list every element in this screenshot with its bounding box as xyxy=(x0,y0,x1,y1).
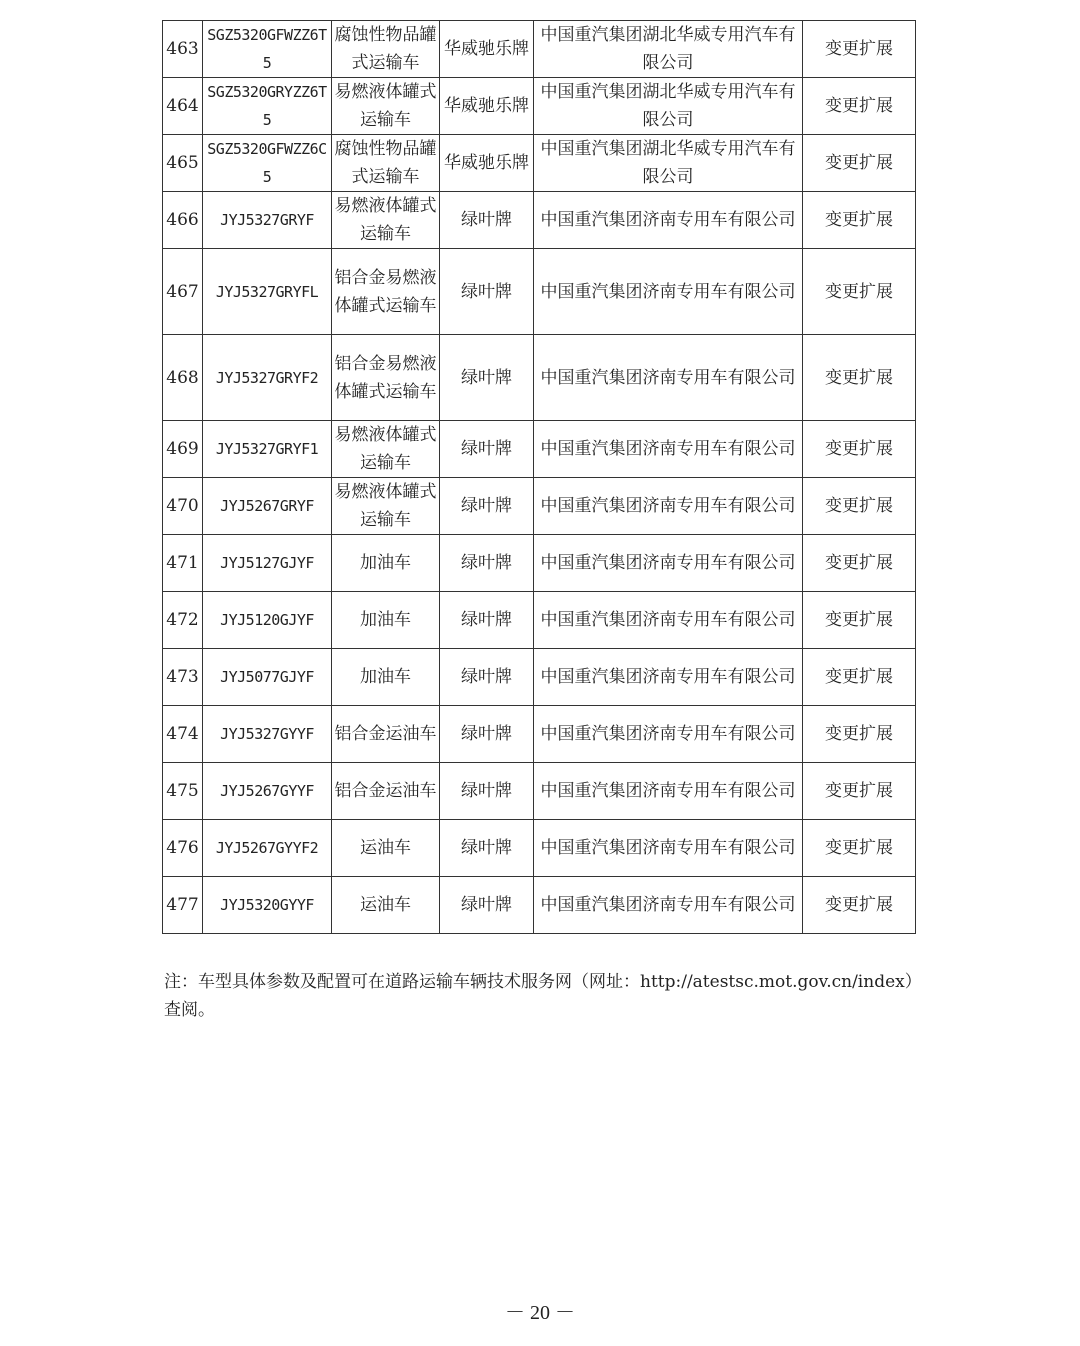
table-row xyxy=(163,478,916,535)
table-row xyxy=(163,335,916,421)
brand-cell: 华威驰乐牌 xyxy=(440,21,534,78)
vehicle-type-cell: 易燃液体罐式运输车 xyxy=(332,192,440,249)
row-number-cell: 474 xyxy=(163,706,203,763)
row-number-cell: 477 xyxy=(163,877,203,934)
row-number-cell: 472 xyxy=(163,592,203,649)
change-type-cell: 变更扩展 xyxy=(803,192,916,249)
table-row xyxy=(163,820,916,877)
manufacturer-cell: 中国重汽集团济南专用车有限公司 xyxy=(534,763,803,820)
change-type-cell: 变更扩展 xyxy=(803,135,916,192)
brand-cell: 绿叶牌 xyxy=(440,877,534,934)
brand-cell: 绿叶牌 xyxy=(440,535,534,592)
manufacturer-cell: 中国重汽集团济南专用车有限公司 xyxy=(534,649,803,706)
manufacturer-cell: 中国重汽集团济南专用车有限公司 xyxy=(534,192,803,249)
row-number-cell: 465 xyxy=(163,135,203,192)
change-type-cell: 变更扩展 xyxy=(803,763,916,820)
table-row xyxy=(163,649,916,706)
row-number-cell: 470 xyxy=(163,478,203,535)
vehicle-model-cell: JYJ5327GYYF xyxy=(203,706,332,763)
vehicle-type-cell: 腐蚀性物品罐式运输车 xyxy=(332,21,440,78)
vehicle-model-cell: JYJ5077GJYF xyxy=(203,649,332,706)
vehicle-model-cell: JYJ5267GYYF2 xyxy=(203,820,332,877)
vehicle-type-cell: 易燃液体罐式运输车 xyxy=(332,421,440,478)
row-number-cell: 463 xyxy=(163,21,203,78)
change-type-cell: 变更扩展 xyxy=(803,592,916,649)
brand-cell: 绿叶牌 xyxy=(440,249,534,335)
vehicle-model-cell: JYJ5327GRYF xyxy=(203,192,332,249)
vehicle-type-cell: 铝合金运油车 xyxy=(332,706,440,763)
row-number-cell: 466 xyxy=(163,192,203,249)
change-type-cell: 变更扩展 xyxy=(803,820,916,877)
vehicle-type-cell: 运油车 xyxy=(332,877,440,934)
change-type-cell: 变更扩展 xyxy=(803,249,916,335)
vehicle-type-cell: 运油车 xyxy=(332,820,440,877)
manufacturer-cell: 中国重汽集团济南专用车有限公司 xyxy=(534,877,803,934)
change-type-cell: 变更扩展 xyxy=(803,649,916,706)
brand-cell: 绿叶牌 xyxy=(440,592,534,649)
vehicle-type-cell: 加油车 xyxy=(332,535,440,592)
page-number: － 20 － xyxy=(505,1302,575,1324)
table-row xyxy=(163,592,916,649)
table-row xyxy=(163,763,916,820)
vehicle-model-cell: JYJ5267GRYF xyxy=(203,478,332,535)
change-type-cell: 变更扩展 xyxy=(803,535,916,592)
manufacturer-cell: 中国重汽集团济南专用车有限公司 xyxy=(534,706,803,763)
vehicle-type-cell: 易燃液体罐式运输车 xyxy=(332,478,440,535)
manufacturer-cell: 中国重汽集团济南专用车有限公司 xyxy=(534,421,803,478)
vehicle-type-cell: 铝合金易燃液体罐式运输车 xyxy=(332,249,440,335)
manufacturer-cell: 中国重汽集团湖北华威专用汽车有限公司 xyxy=(534,78,803,135)
brand-cell: 绿叶牌 xyxy=(440,763,534,820)
change-type-cell: 变更扩展 xyxy=(803,478,916,535)
row-number-cell: 469 xyxy=(163,421,203,478)
vehicle-type-cell: 腐蚀性物品罐式运输车 xyxy=(332,135,440,192)
table-row xyxy=(163,192,916,249)
table-row xyxy=(163,249,916,335)
row-number-cell: 476 xyxy=(163,820,203,877)
change-type-cell: 变更扩展 xyxy=(803,21,916,78)
vehicle-type-cell: 加油车 xyxy=(332,649,440,706)
vehicle-type-cell: 加油车 xyxy=(332,592,440,649)
table-row xyxy=(163,706,916,763)
brand-cell: 绿叶牌 xyxy=(440,192,534,249)
table-row xyxy=(163,78,916,135)
brand-cell: 绿叶牌 xyxy=(440,335,534,421)
manufacturer-cell: 中国重汽集团济南专用车有限公司 xyxy=(534,478,803,535)
vehicle-model-cell: JYJ5320GYYF xyxy=(203,877,332,934)
table-row xyxy=(163,421,916,478)
manufacturer-cell: 中国重汽集团济南专用车有限公司 xyxy=(534,335,803,421)
manufacturer-cell: 中国重汽集团湖北华威专用汽车有限公司 xyxy=(534,135,803,192)
row-number-cell: 464 xyxy=(163,78,203,135)
table-row xyxy=(163,135,916,192)
vehicle-type-cell: 铝合金运油车 xyxy=(332,763,440,820)
vehicle-model-cell: JYJ5120GJYF xyxy=(203,592,332,649)
manufacturer-cell: 中国重汽集团湖北华威专用汽车有限公司 xyxy=(534,21,803,78)
vehicle-model-cell: JYJ5327GRYF2 xyxy=(203,335,332,421)
brand-cell: 绿叶牌 xyxy=(440,421,534,478)
table-row xyxy=(163,21,916,78)
brand-cell: 绿叶牌 xyxy=(440,478,534,535)
table-body xyxy=(163,21,916,934)
row-number-cell: 475 xyxy=(163,763,203,820)
vehicle-model-cell: JYJ5327GRYF1 xyxy=(203,421,332,478)
row-number-cell: 471 xyxy=(163,535,203,592)
table-row xyxy=(163,535,916,592)
vehicle-model-cell: JYJ5327GRYFL xyxy=(203,249,332,335)
vehicle-model-cell: SGZ5320GFWZZ6T5 xyxy=(203,21,332,78)
footnote: 注：车型具体参数及配置可在道路运输车辆技术服务网（网址：http://atestsc.mot.gov.cn/index）查阅。 xyxy=(164,972,922,1020)
vehicle-type-cell: 铝合金易燃液体罐式运输车 xyxy=(332,335,440,421)
vehicle-model-cell: JYJ5127GJYF xyxy=(203,535,332,592)
change-type-cell: 变更扩展 xyxy=(803,335,916,421)
brand-cell: 绿叶牌 xyxy=(440,649,534,706)
manufacturer-cell: 中国重汽集团济南专用车有限公司 xyxy=(534,249,803,335)
manufacturer-cell: 中国重汽集团济南专用车有限公司 xyxy=(534,535,803,592)
brand-cell: 华威驰乐牌 xyxy=(440,78,534,135)
change-type-cell: 变更扩展 xyxy=(803,706,916,763)
change-type-cell: 变更扩展 xyxy=(803,78,916,135)
manufacturer-cell: 中国重汽集团济南专用车有限公司 xyxy=(534,820,803,877)
brand-cell: 绿叶牌 xyxy=(440,706,534,763)
vehicle-type-cell: 易燃液体罐式运输车 xyxy=(332,78,440,135)
change-type-cell: 变更扩展 xyxy=(803,421,916,478)
brand-cell: 绿叶牌 xyxy=(440,820,534,877)
vehicle-model-cell: SGZ5320GRYZZ6T5 xyxy=(203,78,332,135)
vehicle-model-cell: JYJ5267GYYF xyxy=(203,763,332,820)
vehicle-model-cell: SGZ5320GFWZZ6C5 xyxy=(203,135,332,192)
row-number-cell: 467 xyxy=(163,249,203,335)
brand-cell: 华威驰乐牌 xyxy=(440,135,534,192)
vehicle-table xyxy=(162,20,916,934)
row-number-cell: 473 xyxy=(163,649,203,706)
manufacturer-cell: 中国重汽集团济南专用车有限公司 xyxy=(534,592,803,649)
table-row xyxy=(163,877,916,934)
change-type-cell: 变更扩展 xyxy=(803,877,916,934)
row-number-cell: 468 xyxy=(163,335,203,421)
